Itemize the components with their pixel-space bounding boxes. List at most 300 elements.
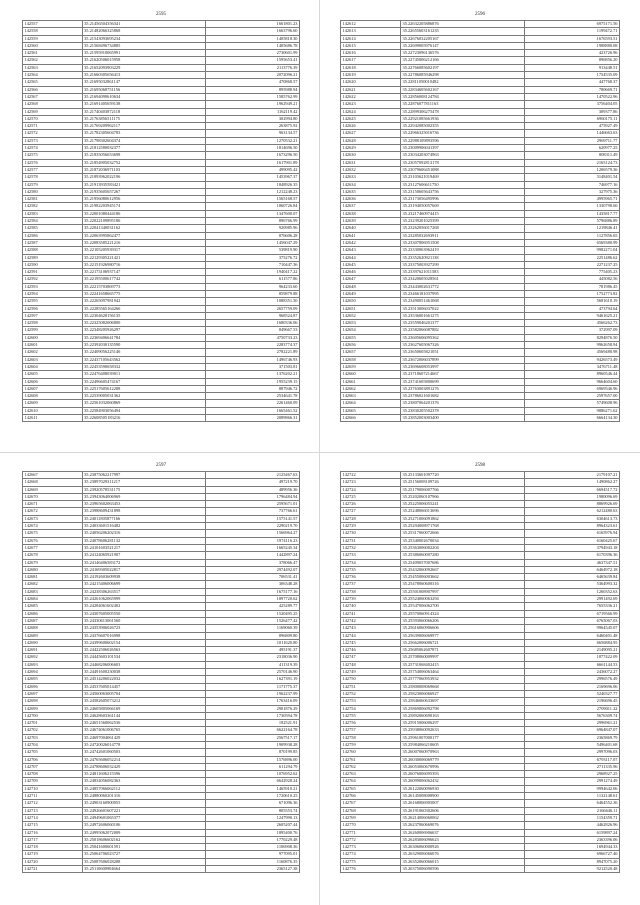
coordinate-cell: 35.22856008124784 xyxy=(401,93,525,100)
value-cell: 5676309.74 xyxy=(525,712,620,719)
coordinate-cell: 35.24468206006603 xyxy=(82,661,205,668)
value-cell: 1376202.21 xyxy=(205,371,299,378)
row-id-cell: 142561 xyxy=(23,50,83,57)
value-cell: 6642928.24 xyxy=(205,778,299,785)
row-id-cell: 142701 xyxy=(23,720,83,727)
value-cell: 1106908.36 xyxy=(205,844,299,851)
coordinate-cell: 35.23262056017268 xyxy=(401,225,525,232)
row-id-cell: 142756 xyxy=(341,720,401,727)
value-cell: 1680336.06 xyxy=(205,320,299,327)
row-id-cell: 142667 xyxy=(23,472,83,479)
row-id-cell: 142665 xyxy=(341,407,401,414)
coordinate-cell: 35.26329006066076 xyxy=(401,851,525,858)
row-id-cell: 142579 xyxy=(23,181,83,188)
coordinate-cell: 35.24101603521217 xyxy=(82,544,205,551)
coordinate-cell: 35.22942085002355 xyxy=(401,123,525,130)
coordinate-cell: 35.22723096136576 xyxy=(401,50,525,57)
row-id-cell: 142734 xyxy=(341,559,401,566)
coordinate-cell: 35.23330063962419 xyxy=(401,247,525,254)
table-row xyxy=(23,101,300,108)
coordinate-cell: 35.22921085661936 xyxy=(401,115,525,122)
page-number: 2598 xyxy=(475,463,485,468)
coordinate-cell: 35.24788606032429 xyxy=(82,763,205,770)
coordinate-cell: 35.23150605643756 xyxy=(401,188,525,195)
value-cell: 1673296.50 xyxy=(205,152,299,159)
coordinate-cell: 35.24445603101534 xyxy=(82,654,205,661)
row-id-cell: 142705 xyxy=(23,749,83,756)
row-id-cell: 142757 xyxy=(341,727,401,734)
row-id-cell: 142559 xyxy=(23,35,83,42)
table-row xyxy=(341,698,620,705)
coordinate-cell: 35.24995062072009 xyxy=(82,829,205,836)
page-2597 xyxy=(22,462,300,892)
value-cell: 371503.81 xyxy=(205,363,299,370)
coordinate-cell: 35.22476408039011 xyxy=(82,371,205,378)
row-id-cell: 142599 xyxy=(23,327,83,334)
row-id-cell: 142590 xyxy=(23,261,83,268)
row-id-cell: 142747 xyxy=(341,654,401,661)
value-cell: 1520495.25 xyxy=(205,610,299,617)
coordinate-cell: 35.22173106937147 xyxy=(82,269,205,276)
row-id-cell: 142722 xyxy=(341,472,401,479)
row-id-cell: 142591 xyxy=(23,269,83,276)
row-id-cell: 142626 xyxy=(341,123,401,130)
table-row xyxy=(341,371,620,378)
table-row xyxy=(341,654,620,661)
row-id-cell: 142651 xyxy=(341,305,401,312)
row-id-cell: 142558 xyxy=(23,28,83,35)
table-row xyxy=(341,647,620,654)
value-cell: 9994642.06 xyxy=(525,785,620,792)
coordinate-cell: 35.26168006905007 xyxy=(401,800,525,807)
value-cell: 447768.37 xyxy=(525,79,620,86)
value-cell: 1330798.66 xyxy=(525,203,620,210)
row-id-cell: 142775 xyxy=(341,858,401,865)
coordinate-cell: 35.25685062607871 xyxy=(401,647,525,654)
table-row xyxy=(341,261,620,268)
value-cell: 6170396.36 xyxy=(525,552,620,559)
row-id-cell: 142605 xyxy=(23,371,83,378)
row-id-cell: 142686 xyxy=(23,610,83,617)
coordinate-cell: 35.21854905032752 xyxy=(82,159,205,166)
table-row xyxy=(23,479,300,486)
table-row xyxy=(341,254,620,261)
value-cell: 1627391.19 xyxy=(205,676,299,683)
table-row xyxy=(23,785,300,792)
table-row xyxy=(23,836,300,843)
row-id-cell: 142630 xyxy=(341,152,401,159)
table-row xyxy=(23,393,300,400)
value-cell: 6975171.56 xyxy=(525,21,620,28)
row-id-cell: 142693 xyxy=(23,661,83,668)
row-id-cell: 142684 xyxy=(23,596,83,603)
coordinate-cell: 35.22151926980716 xyxy=(82,261,205,268)
table-row xyxy=(23,537,300,544)
row-id-cell: 142629 xyxy=(341,145,401,152)
coordinate-cell: 35.25202060107966 xyxy=(401,493,525,500)
row-id-cell: 142768 xyxy=(341,807,401,814)
value-cell: 1877422.09 xyxy=(525,654,620,661)
row-id-cell: 142727 xyxy=(341,508,401,515)
table-row xyxy=(23,334,300,341)
value-cell: 671096.36 xyxy=(205,800,299,807)
table-row xyxy=(23,261,300,268)
value-cell: 876606.28 xyxy=(205,232,299,239)
coordinate-cell: 35.25133601097720 xyxy=(401,472,525,479)
row-id-cell: 142612 xyxy=(341,21,401,28)
value-cell: 6304613.73 xyxy=(525,515,620,522)
value-cell: 849667.53 xyxy=(205,327,299,334)
coordinate-cell: 35.23763003891276 xyxy=(401,385,525,392)
row-id-cell: 142659 xyxy=(341,363,401,370)
table-row xyxy=(341,851,620,858)
table-row xyxy=(341,123,620,130)
value-cell: 6694517.72 xyxy=(525,486,620,493)
coordinate-cell: 35.24582605073212 xyxy=(82,698,205,705)
value-cell: 411319.39 xyxy=(205,661,299,668)
coordinate-cell: 35.26352060066015 xyxy=(401,858,525,865)
value-cell: 499095.42 xyxy=(205,166,299,173)
table-row xyxy=(341,225,620,232)
value-cell: 2169696.06 xyxy=(525,683,620,690)
table-row xyxy=(23,763,300,770)
table-row xyxy=(341,276,620,283)
row-id-cell: 142635 xyxy=(341,188,401,195)
value-cell: 1974116.23 xyxy=(205,537,299,544)
coordinate-cell: 35.21595910065991 xyxy=(82,50,205,57)
row-id-cell: 142596 xyxy=(23,305,83,312)
coordinate-cell: 35.23352620921138 xyxy=(401,254,525,261)
coordinate-cell: 35.24903160900055 xyxy=(82,800,205,807)
coordinate-cell: 35.23605606095362 xyxy=(401,334,525,341)
value-cell: 1576896.00 xyxy=(205,756,299,763)
table-row xyxy=(341,574,620,581)
value-cell: 1962237.99 xyxy=(205,690,299,697)
coordinate-cell: 35.24651560062536 xyxy=(82,720,205,727)
coordinate-cell: 35.25386060007280 xyxy=(401,552,525,559)
value-cell: 1470522.96 xyxy=(525,93,620,100)
row-id-cell: 142765 xyxy=(341,785,401,792)
table-row xyxy=(341,57,620,64)
coordinate-cell: 35.24192603609938 xyxy=(82,574,205,581)
value-cell: 1909938.28 xyxy=(205,741,299,748)
value-cell: 5496401.68 xyxy=(525,741,620,748)
table-row xyxy=(341,793,620,800)
row-id-cell: 142583 xyxy=(23,210,83,217)
table-row xyxy=(23,829,300,836)
value-cell: 306348.28 xyxy=(205,581,299,588)
row-id-cell: 142618 xyxy=(341,64,401,71)
row-id-cell: 142738 xyxy=(341,588,401,595)
value-cell: 1796484.94 xyxy=(205,493,299,500)
coordinate-cell: 35.21695068751156 xyxy=(82,86,205,93)
row-id-cell: 142620 xyxy=(341,79,401,86)
table-row xyxy=(341,639,620,646)
value-cell: 1962949.21 xyxy=(205,101,299,108)
coordinate-cell: 35.25018606602162 xyxy=(82,836,205,843)
coordinate-cell: 35.25340002670034 xyxy=(401,537,525,544)
value-cell: 5749608.96 xyxy=(525,400,620,407)
table-row xyxy=(341,327,620,334)
table-row xyxy=(23,588,300,595)
table-row xyxy=(23,276,300,283)
row-id-cell: 142617 xyxy=(341,57,401,64)
row-id-cell: 142688 xyxy=(23,625,83,632)
value-cell: 1219846.41 xyxy=(525,225,620,232)
row-id-cell: 142597 xyxy=(23,312,83,319)
value-cell: 1575141.57 xyxy=(205,515,299,522)
table-row xyxy=(341,312,620,319)
value-cell: 781986.45 xyxy=(525,283,620,290)
row-id-cell: 142658 xyxy=(341,356,401,363)
table-row xyxy=(23,239,300,246)
value-cell: 1526477.42 xyxy=(205,617,299,624)
coordinate-cell: 35.23490051461068 xyxy=(401,298,525,305)
table-row xyxy=(23,21,300,28)
table-row xyxy=(23,822,300,829)
table-row xyxy=(341,727,620,734)
table-row xyxy=(341,756,620,763)
coordinate-cell: 35.24261062065999 xyxy=(82,596,205,603)
value-cell: 372997.09 xyxy=(525,327,620,334)
row-id-cell: 142691 xyxy=(23,647,83,654)
value-cell: 6465639.84 xyxy=(525,574,620,581)
value-cell: 1988880.08 xyxy=(525,42,620,49)
value-cell: 6460401.48 xyxy=(525,632,620,639)
row-id-cell: 142773 xyxy=(341,844,401,851)
page-2595 xyxy=(22,11,300,441)
value-cell: 2974492.07 xyxy=(205,566,299,573)
table-row xyxy=(23,683,300,690)
row-id-cell: 142632 xyxy=(341,166,401,173)
value-cell: 4750733.23 xyxy=(205,334,299,341)
table-row xyxy=(23,86,300,93)
coordinate-cell: 35.26375006090596 xyxy=(401,866,525,873)
table-row xyxy=(23,72,300,79)
table-row xyxy=(341,115,620,122)
value-cell: 2166646.11 xyxy=(525,807,620,814)
row-id-cell: 142749 xyxy=(341,669,401,676)
table-row xyxy=(23,814,300,821)
row-id-cell: 142721 xyxy=(23,866,83,873)
value-cell: 1453967.37 xyxy=(205,174,299,181)
table-row xyxy=(341,479,620,486)
table-row xyxy=(23,749,300,756)
value-cell: 2597657.00 xyxy=(525,393,620,400)
row-id-cell: 142654 xyxy=(341,327,401,334)
row-id-cell: 142671 xyxy=(23,501,83,508)
coordinate-cell: 35.21769209962117 xyxy=(82,123,205,130)
row-id-cell: 142718 xyxy=(23,844,83,851)
coordinate-cell: 35.21913935583421 xyxy=(82,181,205,188)
table-row xyxy=(341,21,620,28)
table-row xyxy=(341,79,620,86)
table-row xyxy=(341,866,620,873)
table-row xyxy=(341,858,620,865)
table-row xyxy=(341,661,620,668)
table-row xyxy=(341,669,620,676)
table-row xyxy=(23,152,300,159)
coordinate-cell: 35.22561032060869 xyxy=(82,400,205,407)
table-row xyxy=(341,771,620,778)
table-row xyxy=(23,210,300,217)
coordinate-cell: 35.23650605821051 xyxy=(401,349,525,356)
value-cell: 896856.20 xyxy=(525,57,620,64)
coordinate-cell: 35.22834605602167 xyxy=(401,86,525,93)
coordinate-cell: 35.25432060092667 xyxy=(401,566,525,573)
value-cell: 706531.41 xyxy=(205,574,299,581)
row-id-cell: 142584 xyxy=(23,218,83,225)
row-id-cell: 142769 xyxy=(341,814,401,821)
value-cell: 309377.86 xyxy=(525,108,620,115)
table-row xyxy=(341,108,620,115)
value-cell: 4637347.51 xyxy=(525,559,620,566)
value-cell: 2365869.79 xyxy=(525,734,620,741)
table-row xyxy=(341,544,620,551)
value-cell: 6165976.94 xyxy=(525,530,620,537)
row-id-cell: 142766 xyxy=(341,793,401,800)
value-cell: 9962658.94 xyxy=(525,342,620,349)
value-cell: 1694944.33 xyxy=(525,844,620,851)
value-cell: 859879.88 xyxy=(205,290,299,297)
coordinate-cell: 35.24078606281132 xyxy=(82,537,205,544)
value-cell: 423726.96 xyxy=(525,50,620,57)
horizontal-divider xyxy=(0,452,640,453)
value-cell: 2125467.63 xyxy=(205,472,299,479)
coordinate-cell: 35.22876077811163 xyxy=(401,101,525,108)
row-id-cell: 142763 xyxy=(341,771,401,778)
coordinate-cell: 35.22899306275478 xyxy=(401,108,525,115)
table-row xyxy=(341,508,620,515)
value-cell: 1663796.60 xyxy=(205,28,299,35)
table-row xyxy=(23,415,300,422)
row-id-cell: 142628 xyxy=(341,137,401,144)
value-cell: 2196696.45 xyxy=(525,698,620,705)
row-id-cell: 142759 xyxy=(341,741,401,748)
table-row xyxy=(23,712,300,719)
row-id-cell: 142660 xyxy=(341,371,401,378)
coordinate-cell: 35.23375003927299 xyxy=(401,261,525,268)
row-id-cell: 142678 xyxy=(23,552,83,559)
coordinate-cell: 35.24491600230038 xyxy=(82,669,205,676)
value-cell: 2657759.09 xyxy=(205,305,299,312)
value-cell: 6569380.99 xyxy=(525,239,620,246)
table-row xyxy=(23,625,300,632)
row-id-cell: 142598 xyxy=(23,320,83,327)
coordinate-cell: 35.26076006095393 xyxy=(401,771,525,778)
value-cell: 327975.36 xyxy=(525,188,620,195)
value-cell: 2567517.17 xyxy=(205,734,299,741)
coordinate-cell: 35.25110600904664 xyxy=(82,866,205,873)
row-id-cell: 142563 xyxy=(23,64,83,71)
row-id-cell: 142633 xyxy=(341,174,401,181)
row-id-cell: 142578 xyxy=(23,174,83,181)
row-id-cell: 142600 xyxy=(23,334,83,341)
table-row xyxy=(341,64,620,71)
coordinate-cell: 35.22437105643562 xyxy=(82,356,205,363)
coordinate-cell: 35.25455006003662 xyxy=(401,574,525,581)
table-row xyxy=(23,559,300,566)
row-id-cell: 142575 xyxy=(23,152,83,159)
row-id-cell: 142668 xyxy=(23,479,83,486)
coordinate-cell: 35.23943064006969 xyxy=(82,493,205,500)
coordinate-cell: 35.24124065921907 xyxy=(82,552,205,559)
coordinate-cell: 35.26214006060062 xyxy=(401,814,525,821)
value-cell: 2782221.89 xyxy=(205,349,299,356)
coordinate-cell: 35.24146406583172 xyxy=(82,559,205,566)
table-row xyxy=(341,290,620,297)
coordinate-cell: 35.25823006066927 xyxy=(401,690,525,697)
value-cell: 1132148.61 xyxy=(525,793,620,800)
row-id-cell: 142687 xyxy=(23,617,83,624)
coordinate-cell: 35.24169305022817 xyxy=(82,566,205,573)
row-id-cell: 142724 xyxy=(341,486,401,493)
table-row xyxy=(341,72,620,79)
row-id-cell: 142750 xyxy=(341,676,401,683)
table-row xyxy=(341,407,620,414)
coordinate-cell: 35.23079606451088 xyxy=(401,166,525,173)
coordinate-cell: 35.22766085602197 xyxy=(401,64,525,71)
row-id-cell: 142760 xyxy=(341,749,401,756)
table-row xyxy=(341,625,620,632)
coordinate-cell: 35.23057092813178 xyxy=(401,159,525,166)
coordinate-cell: 35.24560063005704 xyxy=(82,690,205,697)
value-cell: 746977.16 xyxy=(525,181,620,188)
table-row xyxy=(23,844,300,851)
table-row xyxy=(23,64,300,71)
table-row xyxy=(341,632,620,639)
value-cell: 1860726.84 xyxy=(205,203,299,210)
coordinate-cell: 35.26007060970963 xyxy=(401,749,525,756)
row-id-cell: 142716 xyxy=(23,829,83,836)
value-cell: 6212480.63 xyxy=(525,508,620,515)
value-cell: 6159897.24 xyxy=(525,829,620,836)
table-row xyxy=(23,145,300,152)
table-row xyxy=(23,530,300,537)
table-row xyxy=(23,203,300,210)
coordinate-cell: 35.21695032861147 xyxy=(82,79,205,86)
value-cell: 263875.92 xyxy=(205,123,299,130)
coordinate-cell: 35.21893962022196 xyxy=(82,174,205,181)
row-id-cell: 142723 xyxy=(341,479,401,486)
row-id-cell: 142752 xyxy=(341,690,401,697)
table-row xyxy=(23,35,300,42)
table-row xyxy=(23,130,300,137)
coordinate-cell: 35.25846060633697 xyxy=(401,698,525,705)
table-row xyxy=(23,218,300,225)
coordinate-cell: 35.22041340031162 xyxy=(82,225,205,232)
row-id-cell: 142762 xyxy=(341,763,401,770)
row-id-cell: 142627 xyxy=(341,130,401,137)
value-cell: 2436072.27 xyxy=(525,669,620,676)
value-cell: 887946.72 xyxy=(205,385,299,392)
data-table xyxy=(340,20,620,422)
value-cell: 1770229.48 xyxy=(205,836,299,843)
value-cell: 1490862.27 xyxy=(525,479,620,486)
table-row xyxy=(23,523,300,530)
table-row xyxy=(23,166,300,173)
table-row xyxy=(23,342,300,349)
row-id-cell: 142755 xyxy=(341,712,401,719)
coordinate-cell: 35.21694099610634 xyxy=(82,93,205,100)
coordinate-cell: 35.21782305604783 xyxy=(82,130,205,137)
coordinate-cell: 35.25593060066206 xyxy=(401,617,525,624)
table-row xyxy=(23,771,300,778)
row-id-cell: 142719 xyxy=(23,851,83,858)
table-row xyxy=(23,188,300,195)
value-cell: 497219.70 xyxy=(205,479,299,486)
coordinate-cell: 35.25179006007766 xyxy=(401,486,525,493)
